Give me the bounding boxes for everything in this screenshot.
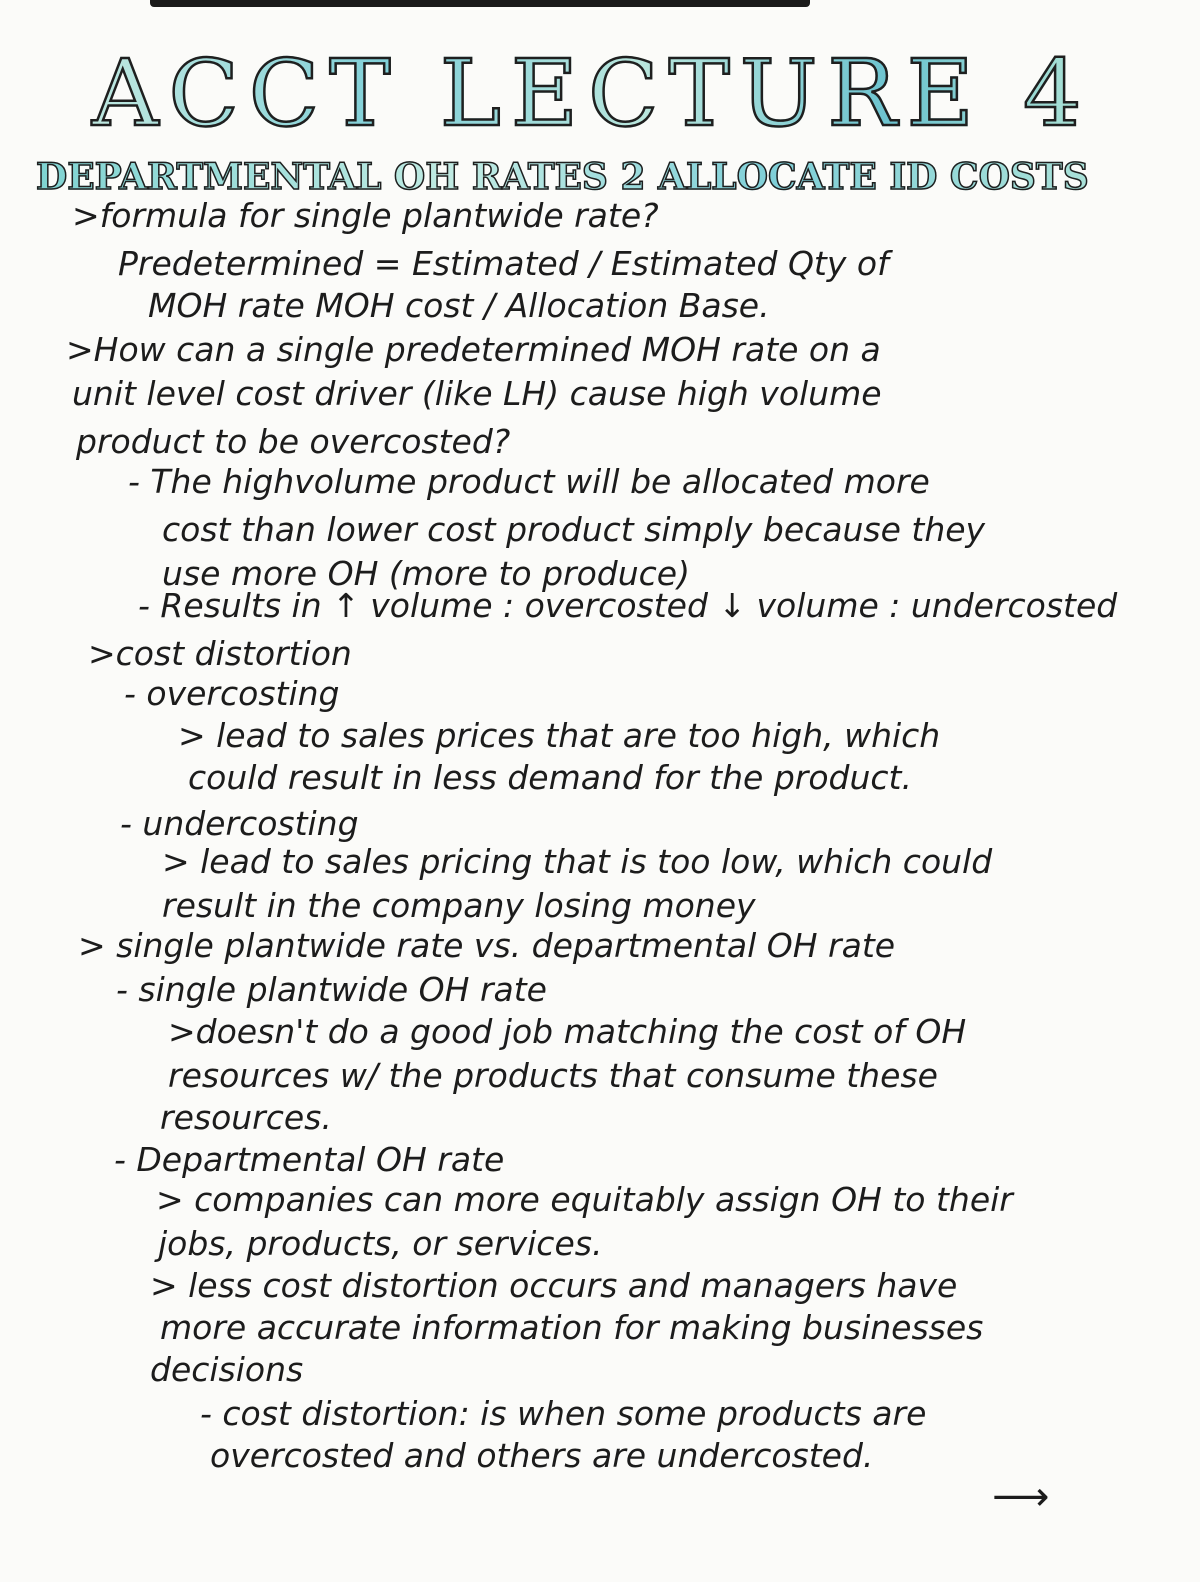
note-line: > companies can more equitably assign OH to their	[156, 1180, 1013, 1219]
note-line: >doesn't do a good job matching the cost of OH	[168, 1012, 967, 1051]
arrow-right-icon: ⟶	[992, 1474, 1050, 1520]
note-line: > lead to sales prices that are too high, which	[178, 716, 941, 755]
note-line: > lead to sales pricing that is too low, which could	[162, 842, 993, 881]
note-line: > less cost distortion occurs and managers have	[150, 1266, 958, 1305]
note-line: more accurate information for making businesses	[160, 1308, 984, 1347]
note-line: - The highvolume product will be allocated more	[128, 462, 930, 501]
note-line: - single plantwide OH rate	[116, 970, 547, 1009]
note-line: > single plantwide rate vs. departmental OH rate	[78, 926, 896, 965]
note-line: MOH rate MOH cost / Allocation Base.	[148, 286, 770, 325]
note-line: - cost distortion: is when some products are	[200, 1394, 927, 1433]
note-line: - overcosting	[124, 674, 340, 713]
note-line: - Results in ↑ volume : overcosted ↓ volume : undercosted	[138, 586, 1118, 625]
note-line: decisions	[150, 1350, 304, 1389]
note-line: >cost distortion	[88, 634, 352, 673]
note-line: Predetermined = Estimated / Estimated Qty of	[118, 244, 889, 283]
note-line: use more OH (more to produce)	[162, 554, 690, 593]
note-line: - Departmental OH rate	[114, 1140, 505, 1179]
note-line: unit level cost driver (like LH) cause high volume	[72, 374, 882, 413]
section-heading: DEPARTMENTAL OH RATES 2 ALLOCATE ID COSTS	[36, 156, 1089, 198]
note-line: - undercosting	[120, 804, 359, 843]
note-line: >How can a single predetermined MOH rate on a	[66, 330, 881, 369]
note-line: jobs, products, or services.	[158, 1224, 603, 1263]
page-title: ACCT LECTURE 4	[92, 40, 1092, 147]
note-line: resources w/ the products that consume these	[168, 1056, 938, 1095]
note-line: product to be overcosted?	[76, 422, 511, 461]
note-line: could result in less demand for the product.	[188, 758, 912, 797]
note-line: resources.	[160, 1098, 332, 1137]
note-line: result in the company losing money	[162, 886, 756, 925]
page-top-edge	[150, 0, 810, 7]
note-line: >formula for single plantwide rate?	[72, 196, 659, 235]
note-line: overcosted and others are undercosted.	[210, 1436, 874, 1475]
note-line: cost than lower cost product simply because they	[162, 510, 986, 549]
